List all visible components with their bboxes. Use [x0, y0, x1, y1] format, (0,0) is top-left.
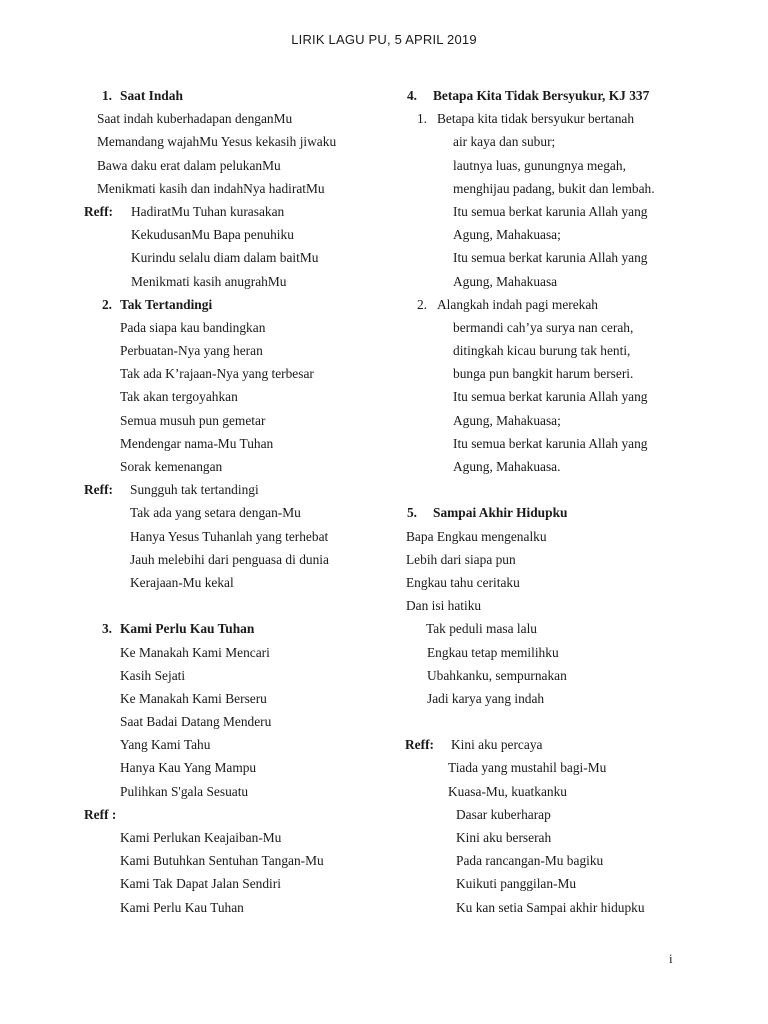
- lyric-line: Dan isi hatiku: [406, 598, 482, 614]
- lyric-line: Kini aku percaya: [451, 737, 543, 753]
- lyric-line: KekudusanMu Bapa penuhiku: [131, 227, 294, 243]
- reff-line: [84, 200, 388, 223]
- lyric-line: Kuasa-Mu, kuatkanku: [448, 783, 567, 799]
- lyric-line: Kerajaan-Mu kekal: [130, 574, 234, 590]
- song-title: Sampai Akhir Hidupku: [433, 505, 568, 521]
- lyric-line: Kami Butuhkan Sentuhan Tangan-Mu: [120, 853, 324, 869]
- lyric-line: Semua musuh pun gemetar: [120, 412, 266, 428]
- lyric-line: Jadi karya yang indah: [427, 690, 545, 706]
- song-title: Kami Perlu Kau Tuhan: [120, 621, 255, 637]
- lyric-line: Ke Manakah Kami Mencari: [120, 644, 270, 660]
- song-heading: [405, 501, 695, 524]
- lyric-line: Tak akan tergoyahkan: [120, 389, 238, 405]
- lyric-line: Tiada yang mustahil bagi-Mu: [448, 760, 607, 776]
- reff-line: [84, 803, 388, 826]
- lyric-line: Kami Tak Dapat Jalan Sendiri: [120, 876, 281, 892]
- lyric-line: Perbuatan-Nya yang heran: [120, 343, 263, 359]
- lyric-line: Yang Kami Tahu: [120, 737, 211, 753]
- stanza-line: [405, 107, 695, 130]
- song-number: 2.: [101, 296, 112, 312]
- reff-label: Reff :: [84, 806, 117, 822]
- lyric-line: Alangkah indah pagi merekah: [437, 296, 599, 312]
- lyric-line: Kurindu selalu diam dalam baitMu: [131, 250, 319, 266]
- lyric-line: Dasar kuberharap: [456, 806, 551, 822]
- lyric-line: Tak ada K’rajaan-Nya yang terbesar: [120, 366, 314, 382]
- lyric-line: Kami Perlukan Keajaiban-Mu: [120, 830, 282, 845]
- page-title: LIRIK LAGU PU, 5 APRIL 2019: [291, 32, 477, 47]
- stanza-number: 2.: [416, 296, 427, 312]
- stanza-number: 1.: [416, 111, 427, 127]
- lyric-line: Menikmati kasih dan indahNya hadiratMu: [97, 180, 325, 196]
- lyric-line: Memandang wajahMu Yesus kekasih jiwaku: [97, 134, 337, 150]
- lyric-line: air kaya dan subur;: [453, 134, 556, 150]
- spacer: [88, 594, 388, 617]
- lyric-line: Tak ada yang setara dengan-Mu: [130, 505, 301, 521]
- lyric-line: Agung, Mahakuasa;: [453, 227, 561, 243]
- lyric-line: Betapa kita tidak bersyukur bertanah: [437, 111, 635, 127]
- lyric-line: Ubahkanku, sempurnakan: [427, 667, 567, 683]
- song-heading: [405, 84, 695, 107]
- lyric-line: Kuikuti panggilan-Mu: [456, 876, 577, 892]
- reff-line: [405, 733, 695, 756]
- lyric-line: Sungguh tak tertandingi: [130, 482, 259, 498]
- lyric-line: Bapa Engkau mengenalku: [406, 528, 547, 544]
- lyric-line: Hanya Kau Yang Mampu: [120, 760, 257, 776]
- song-title: Tak Tertandingi: [120, 296, 213, 312]
- lyric-line: Hanya Yesus Tuhanlah yang terhebat: [130, 528, 329, 544]
- spacer: [405, 478, 695, 501]
- lyric-line: Itu semua berkat karunia Allah yang: [453, 203, 648, 219]
- song-title: Betapa Kita Tidak Bersyukur, KJ 337: [433, 88, 650, 103]
- lyric-line: Agung, Mahakuasa.: [453, 459, 561, 474]
- lyric-line: Itu semua berkat karunia Allah yang: [453, 435, 648, 451]
- lyric-line: Pada siapa kau bandingkan: [120, 319, 266, 335]
- lyric-line: Lebih dari siapa pun: [406, 551, 516, 567]
- reff-label: Reff:: [405, 737, 434, 753]
- lyric-line: Tak peduli masa lalu: [426, 621, 537, 637]
- lyric-line: HadiratMu Tuhan kurasakan: [131, 203, 285, 219]
- lyric-line: lautnya luas, gunungnya megah,: [453, 157, 626, 173]
- song-number: 4.: [406, 88, 417, 103]
- lyric-line: Mendengar nama-Mu Tuhan: [120, 435, 274, 451]
- lyric-line: Sorak kemenangan: [120, 459, 223, 474]
- lyric-line: Agung, Mahakuasa;: [453, 412, 561, 428]
- lyric-line: Engkau tahu ceritaku: [406, 574, 520, 590]
- lyric-line: Kasih Sejati: [120, 667, 186, 683]
- lyric-line: Bawa daku erat dalam pelukanMu: [97, 157, 281, 173]
- lyric-line: Engkau tetap memilihku: [427, 644, 559, 660]
- lyric-line: Saat Badai Datang Menderu: [120, 714, 272, 730]
- stanza-line: [405, 293, 695, 316]
- song-number: 3.: [101, 621, 112, 637]
- reff-label: Reff:: [84, 482, 113, 498]
- lyric-line: bermandi cah’ya surya nan cerah,: [453, 319, 634, 335]
- song-heading: [88, 617, 388, 640]
- lyric-line: Kini aku berserah: [456, 830, 552, 845]
- left-column: [84, 84, 388, 919]
- lyric-line: Agung, Mahakuasa: [453, 273, 558, 289]
- lyric-line: Saat indah kuberhadapan denganMu: [97, 111, 293, 127]
- lyric-line: Ke Manakah Kami Berseru: [120, 690, 267, 706]
- lyric-line: Pulihkan S'gala Sesuatu: [120, 783, 249, 799]
- lyric-line: Itu semua berkat karunia Allah yang: [453, 389, 648, 405]
- lyric-line: Kami Perlu Kau Tuhan: [120, 899, 244, 915]
- lyric-line: Jauh melebihi dari penguasa di dunia: [130, 551, 329, 567]
- lyric-line: Itu semua berkat karunia Allah yang: [453, 250, 648, 266]
- song-heading: [88, 293, 388, 316]
- page-number: i: [669, 951, 673, 966]
- reff-line: [84, 478, 388, 501]
- lyric-line: Menikmati kasih anugrahMu: [131, 273, 287, 289]
- song-title: Saat Indah: [120, 88, 183, 103]
- right-column: [405, 84, 695, 919]
- reff-label: Reff:: [84, 203, 113, 219]
- lyric-line: bunga pun bangkit harum berseri.: [453, 366, 634, 382]
- song-number: 1.: [101, 88, 112, 103]
- song-number: 5.: [406, 505, 417, 521]
- lyric-line: ditingkah kicau burung tak henti,: [453, 343, 631, 359]
- lyric-line: Ku kan setia Sampai akhir hidupku: [456, 899, 645, 915]
- song-heading: [88, 84, 388, 107]
- spacer: [405, 710, 695, 733]
- lyric-line: menghijau padang, bukit dan lembah.: [453, 180, 655, 196]
- lyric-line: Pada rancangan-Mu bagiku: [456, 853, 604, 869]
